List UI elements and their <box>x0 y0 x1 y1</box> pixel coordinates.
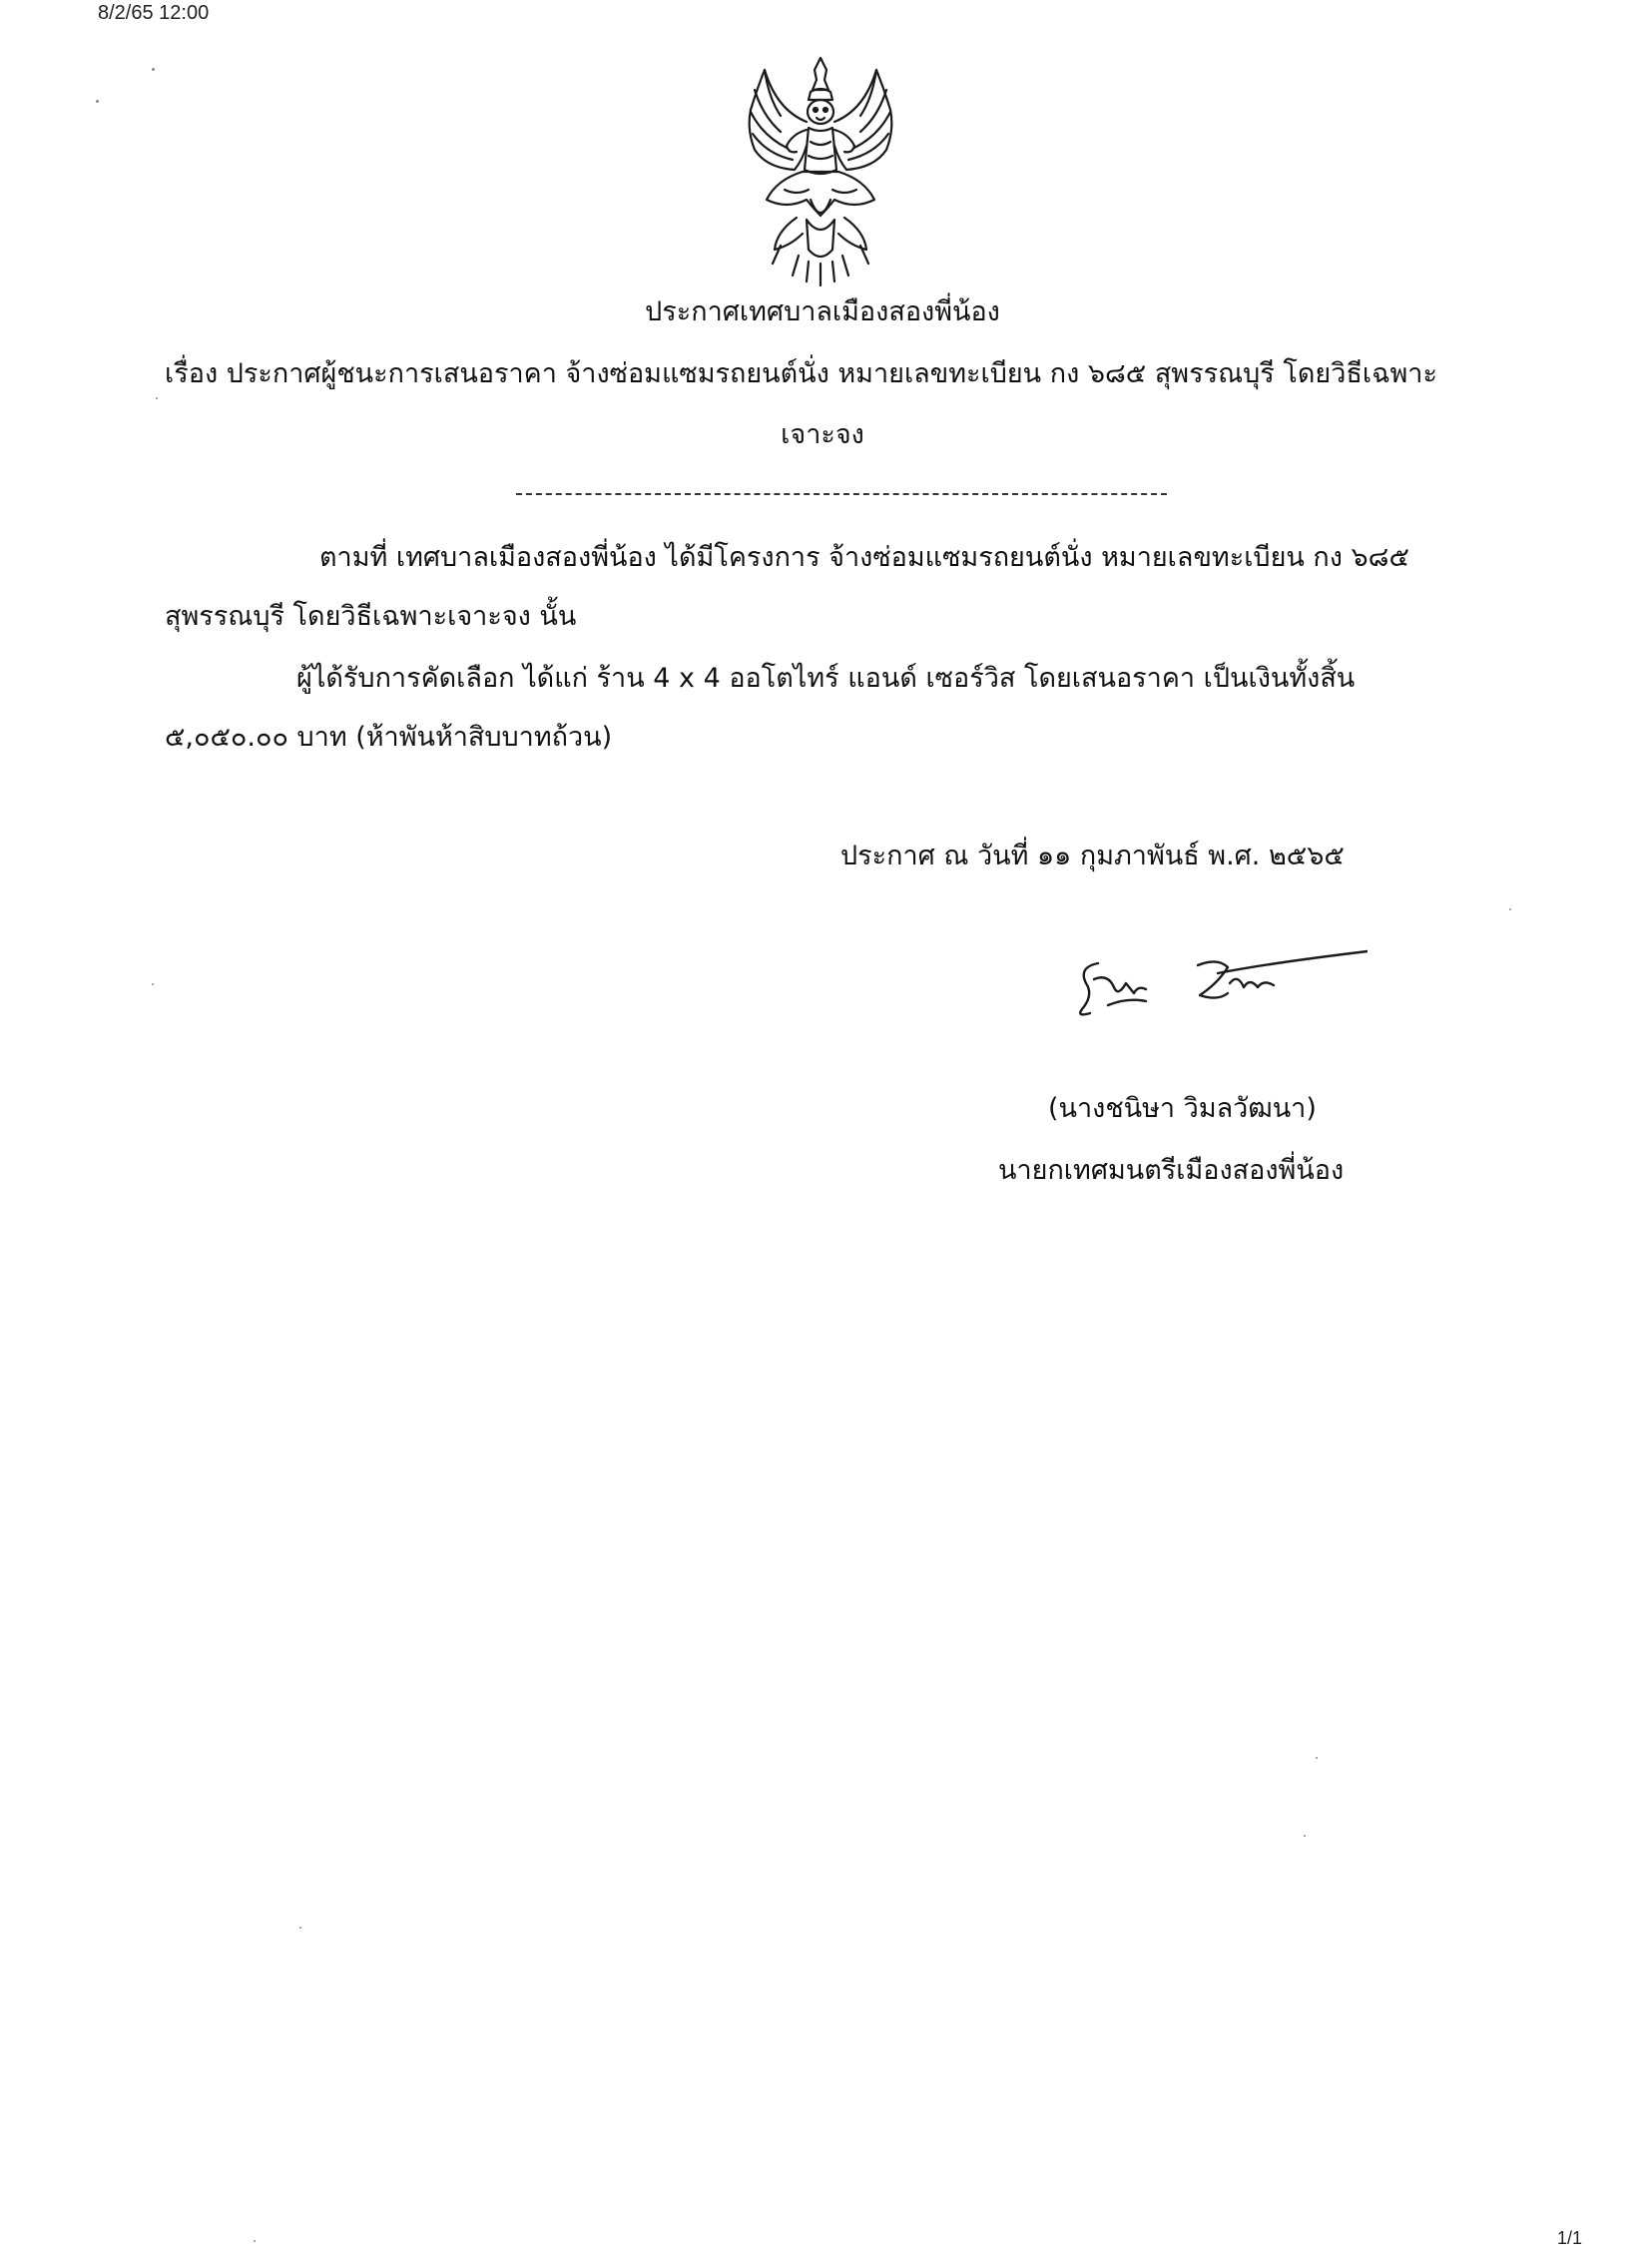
body-line-2: สุพรรณบุรี โดยวิธีเฉพาะเจาะจง นั้น <box>165 601 577 632</box>
scan-speck <box>156 397 158 399</box>
scan-speck <box>152 68 155 71</box>
scan-speck <box>1509 908 1511 910</box>
body-line-3: ผู้ได้รับการคัดเลือก ได้แก่ ร้าน 4 x 4 ออโตไทร์ แอนด์ เซอร์วิส โดยเสนอราคา เป็นเงินทั้งสิ้น <box>296 663 1356 694</box>
announcement-date: ประกาศ ณ วันที่ ๑๑ กุมภาพันธ์ พ.ศ. ๒๕๖๕ <box>840 841 1345 871</box>
scan-speck <box>152 983 154 985</box>
scan-speck <box>1316 1757 1318 1759</box>
scan-speck <box>254 2240 256 2242</box>
body-line-4: ๕,๐๕๐.๐๐ บาท (ห้าพันห้าสิบบาทถ้วน) <box>165 722 613 753</box>
subject-line-1: เรื่อง ประกาศผู้ชนะการเสนอราคา จ้างซ่อมแซมรถยนต์นั่ง หมายเลขทะเบียน กง ๖๘๕ สุพรรณบุรี โดยวิธีเฉพาะ <box>165 358 1437 389</box>
scan-speck <box>96 100 99 103</box>
signatory-name: (นางชนิษา วิมลวัฒนา) <box>1048 1093 1317 1124</box>
garuda-emblem-icon <box>737 50 904 289</box>
scan-speck <box>1304 1835 1306 1837</box>
body-line-1: ตามที่ เทศบาลเมืองสองพี่น้อง ได้มีโครงการ จ้างซ่อมแซมรถยนต์นั่ง หมายเลขทะเบียน กง ๖๘๕ <box>319 542 1409 573</box>
subject-line-2: เจาะจง <box>781 419 864 450</box>
signatory-position: นายกเทศมนตรีเมืองสองพี่น้อง <box>998 1155 1345 1186</box>
page-number: 1/1 <box>1557 2228 1583 2248</box>
divider-line <box>516 493 1167 495</box>
print-timestamp: 8/2/65 12:00 <box>98 2 210 24</box>
announcement-title: ประกาศเทศบาลเมืองสองพี่น้อง <box>645 296 1000 327</box>
scan-speck <box>299 1927 301 1929</box>
handwritten-signature-icon <box>1068 943 1368 1023</box>
